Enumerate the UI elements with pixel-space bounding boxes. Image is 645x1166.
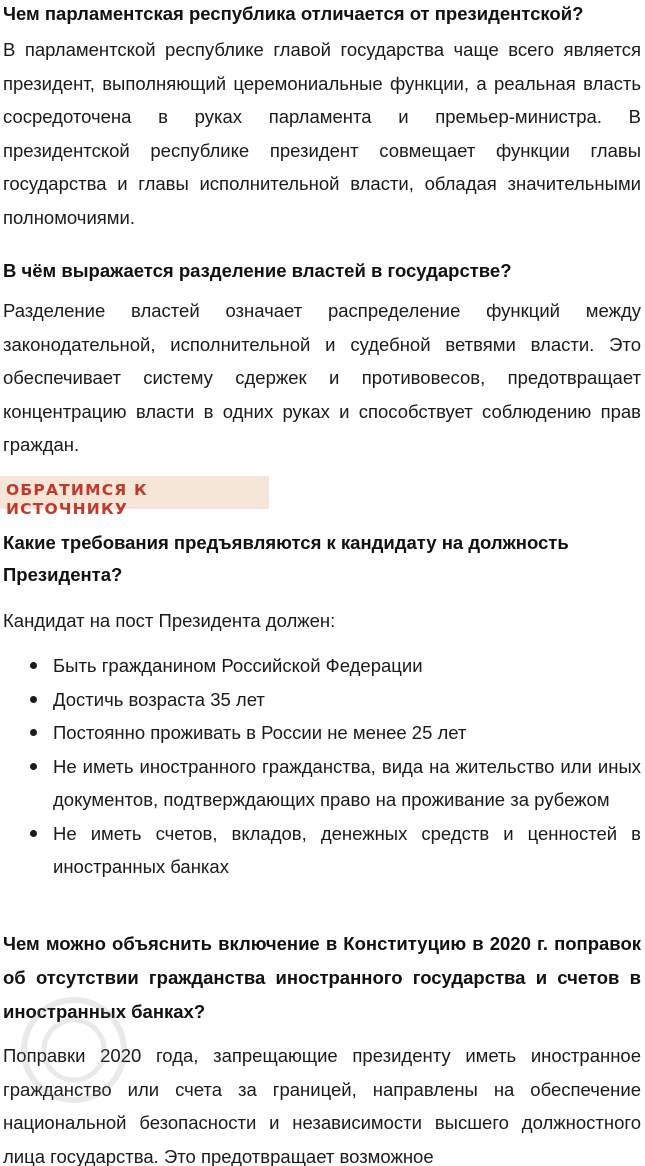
- requirement-text: Постоянно проживать в России не менее 25 лет: [53, 722, 467, 743]
- list-item: [0, 649, 641, 683]
- requirement-text: Не иметь иностранного гражданства, вида на жительство или иных документов, подтверждающих право на проживание за рубежом: [53, 755, 641, 810]
- list-item: [0, 716, 641, 750]
- requirement-text: Достичь возраста 35 лет: [53, 688, 265, 710]
- question-parliamentary-vs-presidential: Чем парламентская республика отличается от президентской?: [3, 3, 584, 24]
- requirement-text: Быть гражданином Российской Федерации: [53, 655, 423, 676]
- bullet-icon: [30, 662, 37, 669]
- requirements-list: [0, 649, 641, 884]
- list-item: [0, 683, 641, 717]
- answer-2020-amendments: Поправки 2020 года, запрещающие президенту иметь иностранное гражданство или счета за границей, направлены на обеспечение национальной безопасности и независимости высшего должностного лица государства. Это предотвращает возможное: [3, 1045, 641, 1166]
- question-president-requirements: Какие требования предъявляются к кандидату на должность Президента?: [3, 532, 569, 585]
- bullet-icon: [30, 830, 37, 837]
- source-banner-label: ОБРАТИМСЯ К ИСТОЧНИКУ: [6, 481, 148, 518]
- question-separation-of-powers: В чём выражается разделение властей в государстве?: [3, 260, 512, 281]
- list-item: [0, 750, 641, 817]
- source-banner: [0, 476, 269, 518]
- answer-parliamentary-vs-presidential: В парламентской республике главой государства чаще всего является президент, выполняющий церемониальные функции, а реальная власть сосредоточена в руках парламента и премьер-министра. В президентской республике президент совмещает функции главы государства и главы исполнительной власти, обладая значительными полномочиями.: [3, 39, 641, 228]
- requirement-text: Не иметь счетов, вкладов, денежных средств и ценностей в иностранных банках: [53, 822, 641, 877]
- bullet-icon: [30, 696, 37, 703]
- question-2020-amendments: Чем можно объяснить включение в Конституцию в 2020 г. поправок об отсутствии гражданства иностранного государства и счетов в иностранных банках?: [3, 933, 641, 1022]
- bullet-icon: [30, 729, 37, 736]
- bullet-icon: [30, 763, 37, 770]
- answer-separation-of-powers: Разделение властей означает распределение функций между законодательной, исполнительной и судебной ветвями власти. Это обеспечивает систему сдержек и противовесов, предотвращает концентрацию власти в одних руках и способствует соблюдению прав граждан.: [3, 300, 641, 455]
- list-item: [0, 817, 641, 884]
- requirements-intro: Кандидат на пост Президента должен:: [3, 610, 336, 631]
